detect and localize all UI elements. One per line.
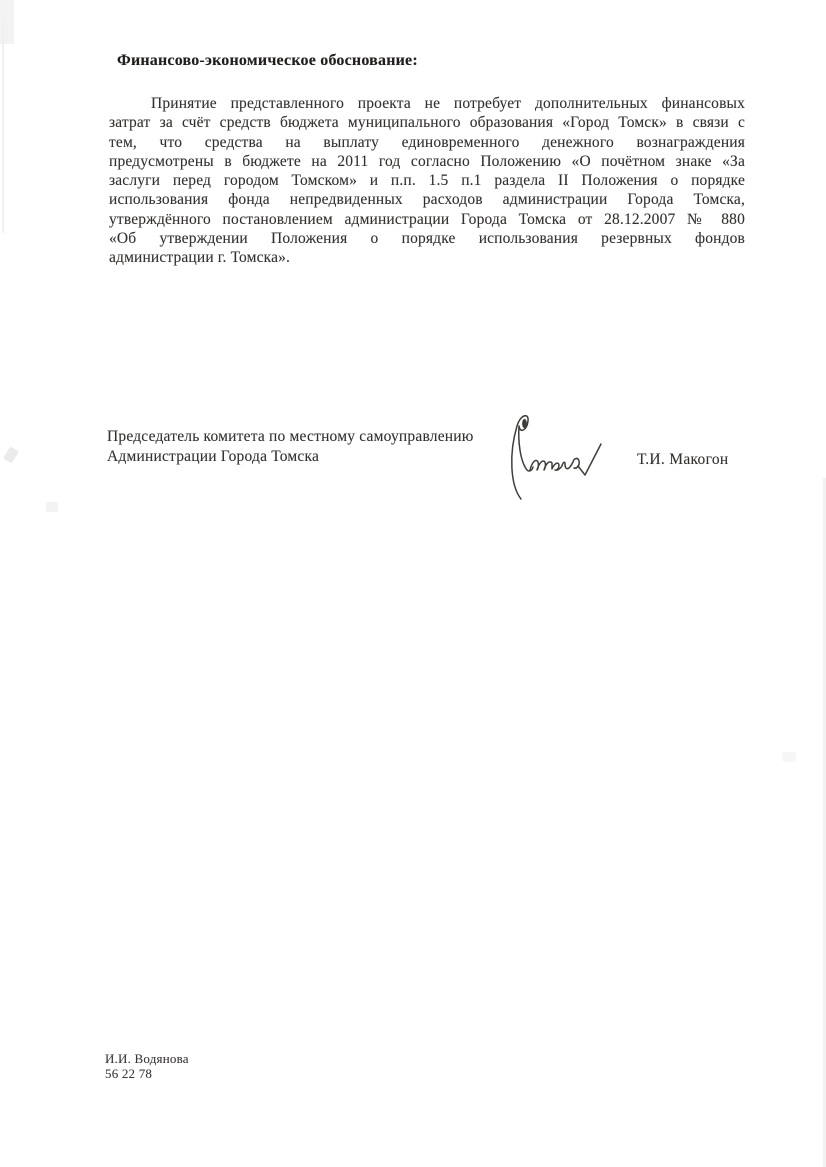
paragraph-line: утверждённого постановлением администрации Города Томска от 28.12.2007 № 880: [109, 210, 745, 228]
paragraph-line: заслуги перед городом Томском» и п.п. 1.5 п.1 раздела II Положения о порядке: [109, 172, 745, 190]
paragraph-line: затрат за счёт средств бюджета муниципального образования «Город Томск» в связи с: [109, 114, 745, 132]
footer-contact-name: И.И. Водянова: [105, 1051, 189, 1066]
paragraph-line: администрации г. Томска».: [109, 249, 291, 267]
footer-contact-phone: 56 22 78: [105, 1066, 153, 1081]
paragraph-line: использования фонда непредвиденных расходов администрации Города Томска,: [109, 191, 745, 209]
document-paragraph: [109, 94, 745, 268]
scan-artifact-corner: [0, 0, 14, 44]
scan-artifact-smudge: [782, 752, 796, 762]
paragraph-line: предусмотрены в бюджете на 2011 год согласно Положению «О почётном знаке «За: [109, 152, 745, 170]
signature-title: [107, 427, 527, 466]
signer-name: Т.И. Макогон: [637, 451, 729, 468]
footer-contact: [105, 1051, 189, 1081]
document-heading: Финансово-экономическое обоснование:: [117, 52, 418, 69]
signature-title-line-2: Администрации Города Томска: [107, 447, 320, 465]
handwritten-signature-icon: [506, 411, 620, 503]
scan-artifact-speck: [46, 502, 58, 512]
paragraph-line: Принятие представленного проекта не потребует дополнительных финансовых: [151, 95, 745, 112]
scan-artifact-speck: [3, 446, 19, 463]
paragraph-line: «Об утверждении Положения о порядке использования резервных фондов: [109, 230, 745, 248]
paragraph-line: тем, что средства на выплату единовременного денежного вознаграждения: [109, 133, 745, 151]
scan-artifact-left-edge: [2, 18, 4, 233]
signature-title-line-1: Председатель комитета по местному самоуправлению: [107, 428, 474, 445]
